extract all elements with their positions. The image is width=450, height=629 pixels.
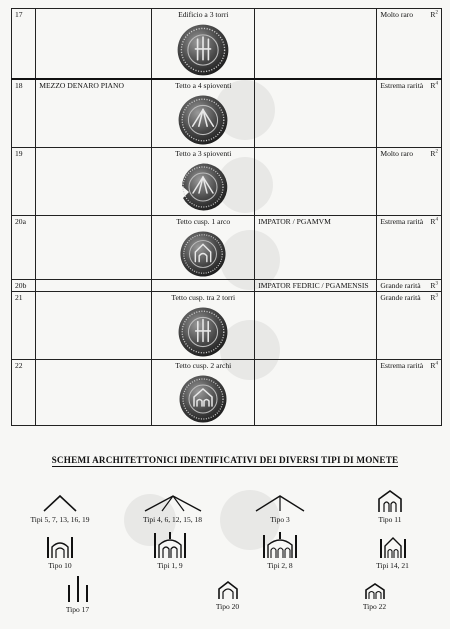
rarity-label: Molto raro [380,149,414,158]
row-number: 18 [12,79,36,148]
three-towers-icon [65,575,91,603]
scheme-cusp-roof-arches [365,489,415,524]
coin-photo [178,374,228,424]
coin-type: Tetto cusp. 1 arco [176,217,231,226]
scheme-label: Tipo 11 [378,515,402,524]
scheme-arch-between-towers [35,535,85,570]
rarity-cell [377,280,442,292]
coin-type-cell [152,148,255,216]
table-row [12,360,442,426]
rarity-grade: $R^3$ [430,293,438,302]
three-slope-roof-icon [253,493,307,513]
schemes-heading: SCHEMI ARCHITETTONICI IDENTIFICATIVI DEI DIVERSI TIPI DI MONETE [51,455,399,465]
table-row [12,9,442,80]
coin-type: Edificio a 3 torri [178,10,229,19]
table-row [12,292,442,360]
coin-type: Tetto a 3 spioventi [175,149,232,158]
rarity-label: Grande rarità [380,281,421,290]
scheme-label: Tipo 3 [270,515,290,524]
coin-type: Tetto a 4 spioventi [175,81,232,90]
table-row [12,79,442,148]
rarity-label: Estrema rarità [380,361,424,370]
rarity-grade: $R^4$ [430,361,438,370]
coin-type-cell [152,292,255,360]
coin-name [36,148,152,216]
three-towers-arches-icon [152,531,188,559]
rarity-cell [377,148,442,216]
coin-legend: IMPATOR FEDRIC / PGAMENSIS [255,280,377,292]
coin-name: MEZZO DENARO PIANO [36,79,152,148]
scheme-label: Tipi 5, 7, 13, 16, 19 [30,515,90,524]
rarity-label: Molto raro [380,10,414,19]
row-number: 20a [12,216,36,280]
row-number: 17 [12,9,36,80]
scheme-two-slope-roof [20,493,100,524]
coin-legend [255,79,377,148]
coin-photo [178,162,228,212]
row-number: 20b [12,280,36,292]
coin-photo [177,306,229,358]
scheme-three-towers [55,575,100,614]
rarity-label: Grande rarità [380,293,421,302]
rarity-grade: $R^2$ [430,149,438,158]
rarity-grade: $R^4$ [430,217,438,226]
rarity-cell [377,79,442,148]
scheme-label: Tipo 17 [65,605,90,614]
coin-legend [255,9,377,80]
coin-name [36,292,152,360]
cusp-single-arch-icon [217,580,239,600]
rarity-cell [377,360,442,426]
coin-type-cell [152,280,255,292]
arch-between-towers-icon [45,535,75,559]
four-slope-roof-icon [142,493,204,513]
cusp-roof-arches-icon [377,489,403,513]
coin-type: Tetto cusp. tra 2 torri [171,293,236,302]
table-row [12,148,442,216]
table-row [12,216,442,280]
scheme-towers-three-arches [255,531,305,570]
coin-legend [255,292,377,360]
coin-type: Tetto cusp. 2 archi [175,361,232,370]
coin-type-cell [152,360,255,426]
scheme-label: Tipi 2, 8 [267,561,293,570]
scheme-three-towers-arches [145,531,195,570]
cusp-two-arches-icon [364,582,386,600]
rarity-cell [377,9,442,80]
coin-name [36,280,152,292]
cusp-between-towers-icon [378,535,408,559]
row-number: 22 [12,360,36,426]
coin-legend [255,148,377,216]
row-number: 19 [12,148,36,216]
coin-name [36,216,152,280]
scheme-label: Tipo 20 [215,602,240,611]
row-number: 21 [12,292,36,360]
coin-photo [177,94,229,146]
coin-photo [179,230,227,278]
scheme-label: Tipo 10 [48,561,72,570]
scheme-cusp-single-arch [205,580,250,611]
coin-name [36,360,152,426]
coin-name [36,9,152,80]
scheme-three-slope-roof [245,493,315,524]
scheme-cusp-two-arches [352,582,397,611]
scheme-four-slope-roof [130,493,215,524]
two-slope-roof-icon [40,493,80,513]
towers-three-arches-icon [261,531,299,559]
rarity-grade: $R^4$ [430,81,438,90]
scheme-label: Tipi 4, 6, 12, 15, 18 [142,515,203,524]
coin-photo [176,23,230,77]
coin-type-cell [152,216,255,280]
coin-type-cell [152,79,255,148]
rarity-grade: $R^3$ [430,281,438,290]
rarity-label: Estrema rarità [380,81,424,90]
rarity-label: Estrema rarità [380,217,424,226]
rarity-cell [377,292,442,360]
table-row [12,280,442,292]
coin-legend: IMPATOR / PGAMVM [255,216,377,280]
rarity-cell [377,216,442,280]
coin-catalog-table [11,8,442,426]
scheme-cusp-between-towers [365,535,420,570]
coin-type-cell [152,9,255,80]
scheme-label: Tipi 14, 21 [376,561,409,570]
coin-legend [255,360,377,426]
rarity-grade: $R^2$ [430,10,438,19]
scheme-label: Tipo 22 [362,602,387,611]
scheme-label: Tipi 1, 9 [157,561,183,570]
